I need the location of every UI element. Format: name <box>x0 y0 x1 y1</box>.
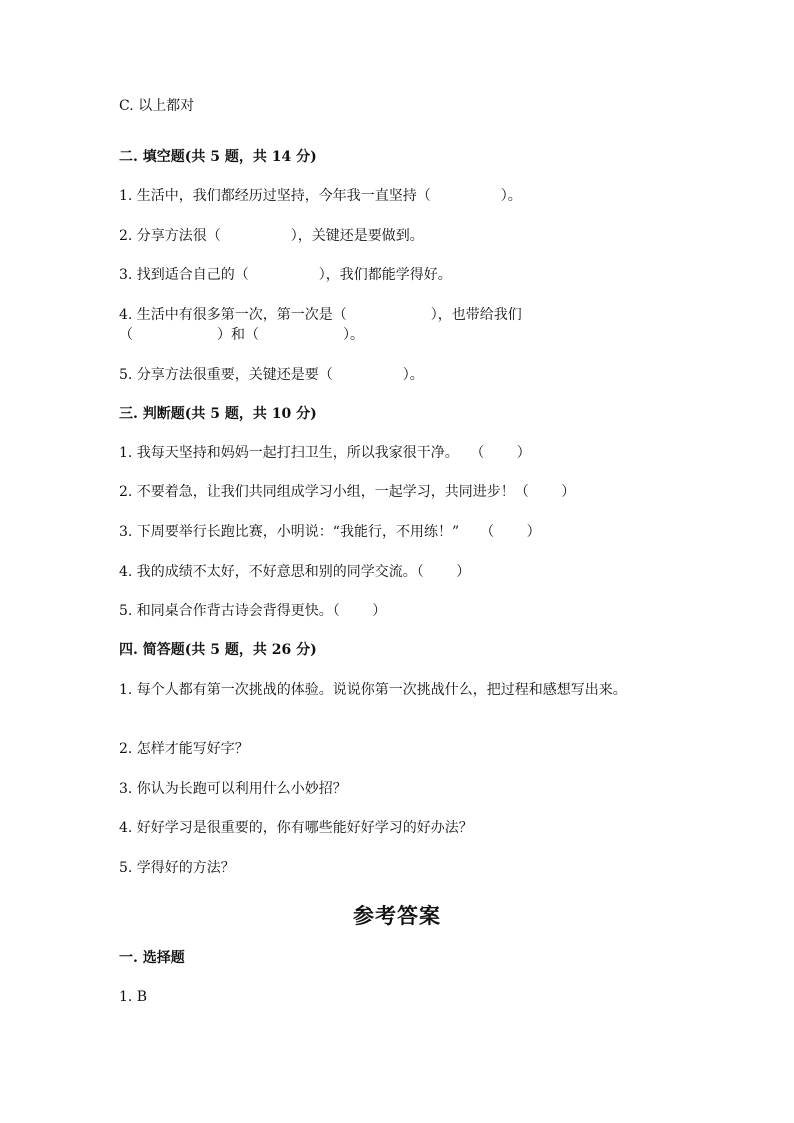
fill-item-4-line2: （ ）和（ ）。 <box>119 327 364 343</box>
fill-item-2: 2. 分享方法很（ ），关键还是要做到。 <box>119 228 424 244</box>
judge-item-2: 2. 不要着急，让我们共同组成学习小组，一起学习，共同进步！（ ） <box>119 484 576 500</box>
fill-item-3: 3. 找到适合自己的（ ），我们都能学得好。 <box>119 267 452 283</box>
fill-item-5: 5. 分享方法很重要，关键还是要（ ）。 <box>119 367 424 383</box>
option-c: C. 以上都对 <box>119 98 195 114</box>
judge-item-1: 1. 我每天坚持和妈妈一起打扫卫生，所以我家很干净。 （ ） <box>119 445 531 461</box>
short-item-4: 4. 好好学习是很重要的，你有哪些能好好学习的好办法？ <box>119 820 473 836</box>
short-item-5: 5. 学得好的方法？ <box>119 860 235 876</box>
judge-item-4: 4. 我的成绩不太好，不好意思和别的同学交流。（ ） <box>119 564 471 580</box>
short-item-2: 2. 怎样才能写好字？ <box>119 741 249 757</box>
short-item-3: 3. 你认为长跑可以利用什么小妙招？ <box>119 781 347 797</box>
judge-item-5: 5. 和同桌合作背古诗会背得更快。（ ） <box>119 603 387 619</box>
fill-item-1: 1. 生活中，我们都经历过坚持，今年我一直坚持（ ）。 <box>119 188 522 204</box>
section-3-heading: 三. 判断题(共 5 题，共 10 分) <box>119 406 317 422</box>
answer-1: 1. B <box>119 989 148 1005</box>
short-item-1: 1. 每个人都有第一次挑战的体验。说说你第一次挑战什么，把过程和感想写出来。 <box>119 682 627 698</box>
section-4-heading: 四. 简答题(共 5 题，共 26 分) <box>119 642 317 658</box>
answer-key-title: 参考答案 <box>353 903 441 928</box>
section-2-heading: 二. 填空题(共 5 题，共 14 分) <box>119 149 317 165</box>
answer-section-1-heading: 一. 选择题 <box>119 950 185 966</box>
judge-item-3: 3. 下周要举行长跑比赛，小明说：“我能行，不用练！” （ ） <box>119 524 541 540</box>
fill-item-4-line1: 4. 生活中有很多第一次，第一次是（ ），也带给我们 <box>119 307 522 323</box>
